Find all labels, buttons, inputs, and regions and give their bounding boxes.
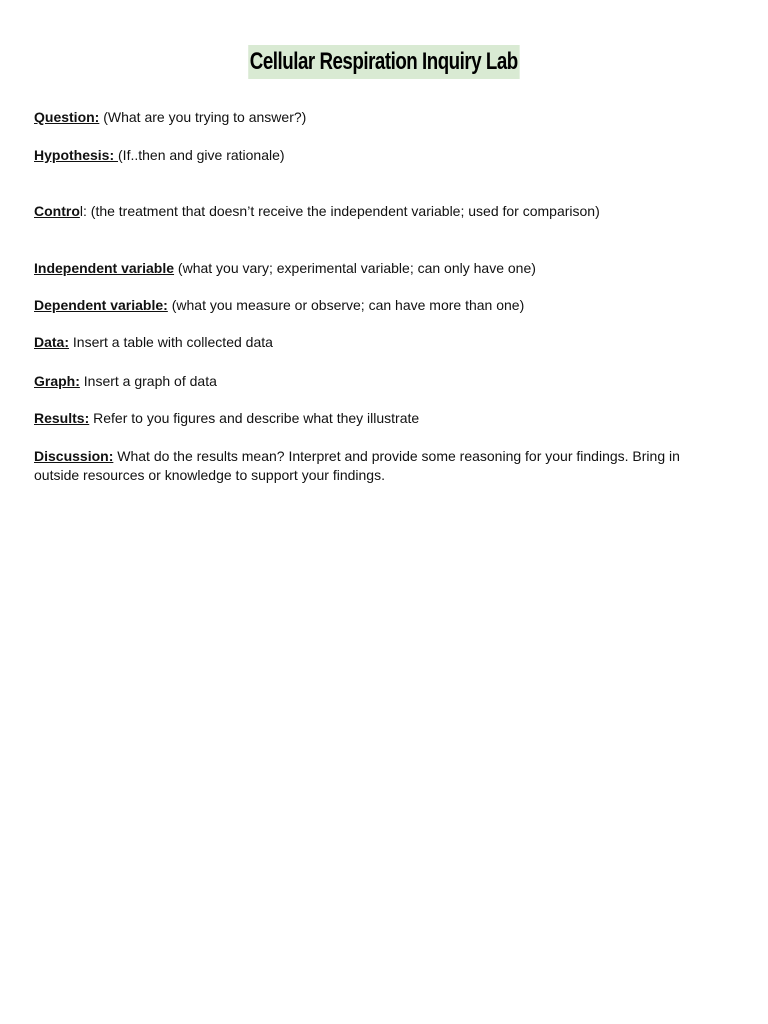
dependent-variable-field [34, 296, 694, 315]
data-field [34, 333, 694, 352]
dependent-variable-text: (what you measure or observe; can have more than one) [167, 297, 525, 313]
results-label: Results: [34, 410, 90, 426]
dependent-variable-label: Dependent variable: [34, 297, 168, 313]
question-text: (What are you trying to answer?) [99, 109, 307, 125]
graph-field [34, 372, 694, 391]
graph-text: Insert a graph of data [79, 373, 217, 389]
control-text: l: (the treatment that doesn’t receive the independent variable; used for comparison) [79, 203, 600, 219]
discussion-label: Discussion: [34, 448, 114, 464]
question-field [34, 108, 694, 127]
data-text: Insert a table with collected data [69, 334, 273, 350]
discussion-text: What do the results mean? Interpret and provide some reasoning for your findings. Bring in outside resources or knowledge to support your findings. [34, 448, 680, 483]
data-label: Data: [34, 334, 70, 350]
control-label: Contro [34, 203, 80, 219]
hypothesis-field [34, 146, 694, 165]
discussion-field [34, 447, 694, 485]
independent-variable-field [34, 259, 694, 278]
title-container [0, 45, 768, 79]
results-text: Refer to you figures and describe what they illustrate [89, 410, 420, 426]
hypothesis-text: (If..then and give rationale) [118, 147, 285, 163]
independent-variable-text: (what you vary; experimental variable; can only have one) [174, 260, 536, 276]
graph-label: Graph: [34, 373, 80, 389]
independent-variable-label: Independent variable [34, 260, 175, 276]
hypothesis-label: Hypothesis: [34, 147, 119, 163]
results-field [34, 409, 694, 428]
control-field [34, 202, 694, 221]
question-label: Question: [34, 109, 100, 125]
page-title: Cellular Respiration Inquiry Lab [248, 45, 519, 79]
